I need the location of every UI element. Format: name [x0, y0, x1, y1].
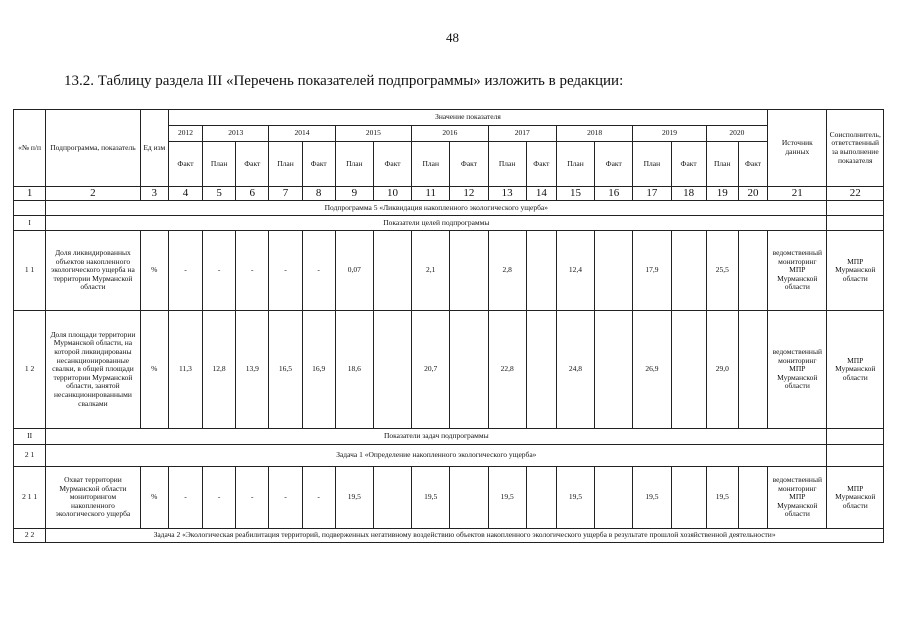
value-cell: 20,7 — [412, 311, 450, 429]
task-number: 2 1 — [14, 445, 46, 467]
col-unit-header: Ед изм — [140, 110, 168, 187]
value-cell: - — [269, 231, 302, 311]
value-cell: 22,8 — [488, 311, 526, 429]
header-row-1 — [14, 110, 884, 126]
plan-header: План — [269, 142, 302, 187]
value-cell — [450, 311, 488, 429]
responsible: МПР Мурманской области — [827, 311, 884, 429]
column-number: 19 — [706, 187, 738, 201]
subprogram-title: Подпрограмма 5 «Ликвидация накопленного экологического ущерба» — [46, 201, 827, 216]
value-cell — [738, 231, 767, 311]
column-number: 11 — [412, 187, 450, 201]
indicator-row-1-1 — [14, 231, 884, 311]
indicator-name: Доля ликвидированных объектов накопленного экологического ущерба на территории Мурманской области — [46, 231, 141, 311]
value-cell — [671, 231, 706, 311]
indicator-row-2-1-1 — [14, 467, 884, 529]
value-cell: 16,9 — [302, 311, 335, 429]
column-number: 2 — [46, 187, 141, 201]
value-cell: 16,5 — [269, 311, 302, 429]
value-cell — [526, 231, 556, 311]
value-cell — [373, 231, 411, 311]
row-number: 1 1 — [14, 231, 46, 311]
year-header: 2014 — [269, 126, 335, 142]
plan-header: План — [706, 142, 738, 187]
year-header: 2019 — [633, 126, 706, 142]
value-cell: 18,6 — [335, 311, 373, 429]
value-cell: 12,4 — [556, 231, 594, 311]
column-number: 21 — [768, 187, 827, 201]
value-cell: 12,8 — [203, 311, 236, 429]
year-header: 2015 — [335, 126, 411, 142]
value-cell — [450, 467, 488, 529]
value-cell: - — [203, 467, 236, 529]
data-source: ведомственный мониторинг МПР Мурманской области — [768, 467, 827, 529]
section-row — [14, 429, 884, 445]
indicator-row-1-2 — [14, 311, 884, 429]
column-number: 7 — [269, 187, 302, 201]
indicator-unit: % — [140, 311, 168, 429]
value-cell: 19,5 — [633, 467, 671, 529]
subprogram-row — [14, 201, 884, 216]
column-number: 5 — [203, 187, 236, 201]
responsible: МПР Мурманской области — [827, 231, 884, 311]
value-cell: 19,5 — [488, 467, 526, 529]
value-cell: 0,07 — [335, 231, 373, 311]
section-number: I — [14, 216, 46, 231]
column-number: 22 — [827, 187, 884, 201]
value-cell — [671, 311, 706, 429]
column-number: 17 — [633, 187, 671, 201]
value-cell: 24,8 — [556, 311, 594, 429]
value-cell: - — [168, 467, 202, 529]
row-number: 2 1 1 — [14, 467, 46, 529]
value-cell: 11,3 — [168, 311, 202, 429]
value-cell: - — [236, 467, 269, 529]
value-cell: - — [269, 467, 302, 529]
column-number: 14 — [526, 187, 556, 201]
indicator-unit: % — [140, 467, 168, 529]
value-cell: - — [203, 231, 236, 311]
value-cell: 25,5 — [706, 231, 738, 311]
value-cell: 19,5 — [706, 467, 738, 529]
value-cell: 29,0 — [706, 311, 738, 429]
indicators-table — [13, 109, 884, 543]
section-heading: 13.2. Таблицу раздела III «Перечень показателей подпрограммы» изложить в редакции: — [64, 73, 624, 89]
task-number: 2 2 — [14, 529, 46, 543]
value-cell — [595, 231, 633, 311]
year-header: 2018 — [556, 126, 632, 142]
task-row — [14, 529, 884, 543]
responsible: МПР Мурманской области — [827, 467, 884, 529]
value-cell — [373, 467, 411, 529]
indicator-name: Охват территории Мурманской области мониторингом накопленного экологического ущерба — [46, 467, 141, 529]
task-row — [14, 445, 884, 467]
value-group-header: Значение показателя — [168, 110, 767, 126]
year-header: 2012 — [168, 126, 202, 142]
value-cell: 2,1 — [412, 231, 450, 311]
indicator-name: Доля площади территории Мурманской области, на которой ликвидированы несанкционированные свалки, в общей площади территории Мурманской области, занятой несанкционированными свалками — [46, 311, 141, 429]
section-title: Показатели целей подпрограммы — [46, 216, 827, 231]
value-cell — [738, 467, 767, 529]
value-cell — [450, 231, 488, 311]
page-number: 48 — [446, 30, 459, 45]
column-number: 15 — [556, 187, 594, 201]
column-number: 12 — [450, 187, 488, 201]
value-cell: 19,5 — [556, 467, 594, 529]
col-no-header: «№ п/п — [14, 110, 46, 187]
col-responsible-header: Соисполнитель, ответственный за выполнение показателя — [827, 110, 884, 187]
column-number: 18 — [671, 187, 706, 201]
column-number: 1 — [14, 187, 46, 201]
data-source: ведомственный мониторинг МПР Мурманской области — [768, 231, 827, 311]
fact-header: Факт — [595, 142, 633, 187]
plan-header: План — [412, 142, 450, 187]
value-cell: - — [236, 231, 269, 311]
year-header: 2020 — [706, 126, 767, 142]
column-number: 16 — [595, 187, 633, 201]
fact-header: Факт — [168, 142, 202, 187]
column-number: 9 — [335, 187, 373, 201]
value-cell: 19,5 — [412, 467, 450, 529]
column-number: 10 — [373, 187, 411, 201]
value-cell: - — [302, 231, 335, 311]
value-cell: - — [302, 467, 335, 529]
plan-header: План — [556, 142, 594, 187]
col-name-header: Подпрограмма, показатель — [46, 110, 141, 187]
plan-header: План — [335, 142, 373, 187]
section-row — [14, 216, 884, 231]
section-number: II — [14, 429, 46, 445]
plan-header: План — [633, 142, 671, 187]
value-cell — [671, 467, 706, 529]
section-title: Показатели задач подпрограммы — [46, 429, 827, 445]
data-source: ведомственный мониторинг МПР Мурманской области — [768, 311, 827, 429]
value-cell: 13,9 — [236, 311, 269, 429]
value-cell: 2,8 — [488, 231, 526, 311]
value-cell: 17,9 — [633, 231, 671, 311]
task-title: Задача 1 «Определение накопленного экологического ущерба» — [46, 445, 827, 467]
value-cell: - — [168, 231, 202, 311]
year-header: 2017 — [488, 126, 556, 142]
column-number: 6 — [236, 187, 269, 201]
column-number: 20 — [738, 187, 767, 201]
column-number: 13 — [488, 187, 526, 201]
fact-header: Факт — [738, 142, 767, 187]
column-number-row — [14, 187, 884, 201]
column-number: 3 — [140, 187, 168, 201]
fact-header: Факт — [671, 142, 706, 187]
value-cell — [595, 311, 633, 429]
row-number: 1 2 — [14, 311, 46, 429]
fact-header: Факт — [450, 142, 488, 187]
value-cell — [373, 311, 411, 429]
value-cell: 26,9 — [633, 311, 671, 429]
fact-header: Факт — [236, 142, 269, 187]
task-title: Задача 2 «Экологическая реабилитация территорий, подверженных негативному воздействию объектов накопленного экологического ущерба в результате прошлой хозяйственной деятельности» — [46, 529, 884, 543]
fact-header: Факт — [526, 142, 556, 187]
column-number: 4 — [168, 187, 202, 201]
value-cell — [526, 467, 556, 529]
fact-header: Факт — [302, 142, 335, 187]
year-header: 2016 — [412, 126, 488, 142]
indicator-unit: % — [140, 231, 168, 311]
fact-header: Факт — [373, 142, 411, 187]
year-header: 2013 — [203, 126, 269, 142]
value-cell — [595, 467, 633, 529]
plan-header: План — [488, 142, 526, 187]
column-number: 8 — [302, 187, 335, 201]
col-source-header: Источник данных — [768, 110, 827, 187]
value-cell — [738, 311, 767, 429]
value-cell: 19,5 — [335, 467, 373, 529]
value-cell — [526, 311, 556, 429]
plan-header: План — [203, 142, 236, 187]
